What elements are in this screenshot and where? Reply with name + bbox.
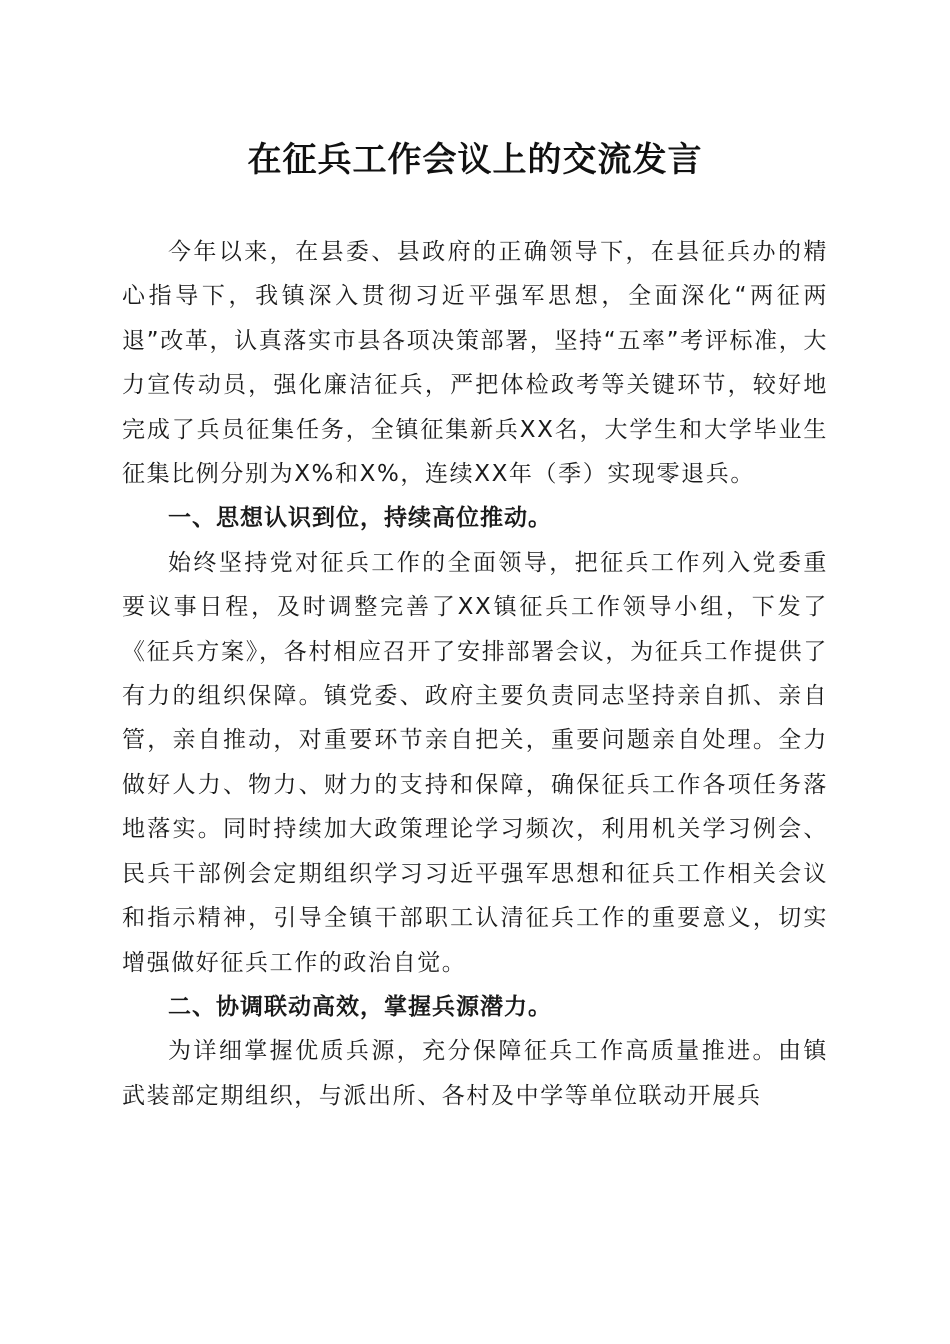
section-2-paragraph: 为详细掌握优质兵源，充分保障征兵工作高质量推进。由镇武装部定期组织，与派出所、各村及中学等单位联动开展兵 — [122, 1038, 828, 1109]
section-2-heading: 二、协调联动高效，掌握兵源潜力。 — [168, 993, 552, 1020]
intro-paragraph: 今年以来，在县委、县政府的正确领导下，在县征兵办的精心指导下，我镇深入贯彻习近平强军思想，全面深化“两征两退”改革，认真落实市县各项决策部署，坚持“五率”考评标准，大力宣传动员，强化廉洁征兵，严把体检政考等关键环节，较好地完成了兵员征集任务，全镇征集新兵XX名，大学生和大学毕业生征集比例分别为X%和X%，连续XX年（季）实现零退兵。 — [122, 239, 828, 488]
document-body — [122, 230, 828, 1118]
document-title: 在征兵工作会议上的交流发言 — [247, 140, 703, 180]
section-1-paragraph: 始终坚持党对征兵工作的全面领导，把征兵工作列入党委重要议事日程，及时调整完善了XX镇征兵工作领导小组，下发了《征兵方案》，各村相应召开了安排部署会议，为征兵工作提供了有力的组织保障。镇党委、政府主要负责同志坚持亲自抓、亲自管，亲自推动，对重要环节亲自把关，重要问题亲自处理。全力做好人力、物力、财力的支持和保障，确保征兵工作各项任务落地落实。同时持续加大政策理论学习频次，利用机关学习例会、民兵干部例会定期组织学习习近平强军思想和征兵工作相关会议和指示精神，引导全镇干部职工认清征兵工作的重要意义，切实增强做好征兵工作的政治自觉。 — [122, 549, 828, 976]
section-1-heading: 一、思想认识到位，持续高位推动。 — [168, 505, 552, 532]
